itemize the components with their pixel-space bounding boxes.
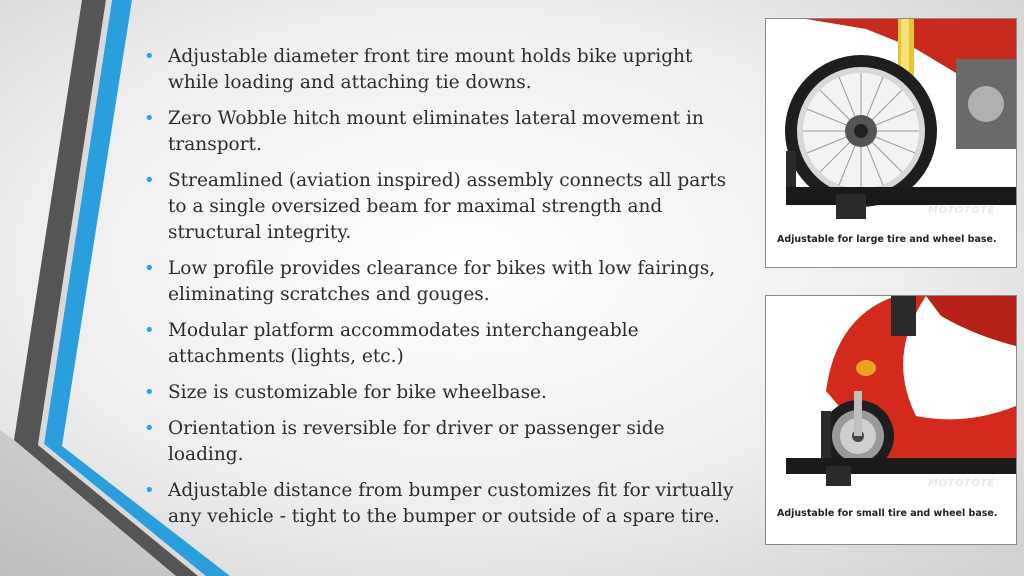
dirt-bike-illustration xyxy=(766,19,1016,267)
bullet-item xyxy=(142,256,742,308)
feature-bullet-list xyxy=(142,44,742,540)
bullet-icon: • xyxy=(144,480,155,501)
photo-caption: Adjustable for large tire and wheel base. xyxy=(777,234,997,245)
bullet-text: Low profile provides clearance for bikes with low fairings, eliminating scratches and gouges. xyxy=(168,258,716,305)
bullet-icon: • xyxy=(144,46,155,67)
bullet-icon: • xyxy=(144,418,155,439)
photo-caption: Adjustable for small tire and wheel base. xyxy=(777,508,998,519)
bullet-text: Streamlined (aviation inspired) assembly connects all parts to a single oversized beam for maximal strength and structural integrity. xyxy=(168,170,727,243)
bullet-item xyxy=(142,416,742,468)
bullet-item xyxy=(142,318,742,370)
bullet-item xyxy=(142,44,742,96)
bullet-text: Zero Wobble hitch mount eliminates lateral movement in transport. xyxy=(168,108,704,155)
bullet-text: Adjustable diameter front tire mount holds bike upright while loading and attaching tie downs. xyxy=(168,46,693,93)
bullet-text: Modular platform accommodates interchangeable attachments (lights, etc.) xyxy=(168,320,639,367)
scooter-illustration xyxy=(766,296,1016,544)
bullet-text: Orientation is reversible for driver or passenger side loading. xyxy=(168,418,665,465)
bullet-text: Size is customizable for bike wheelbase. xyxy=(168,382,547,403)
brand-logo: MOTOTOTE xyxy=(928,205,995,216)
bullet-item xyxy=(142,478,742,530)
bullet-icon: • xyxy=(144,382,155,403)
photo-large-tire xyxy=(765,18,1017,268)
bullet-icon: • xyxy=(144,320,155,341)
brand-logo: MOTOTOTE xyxy=(928,478,995,489)
bullet-text: Adjustable distance from bumper customizes fit for virtually any vehicle - tight to the bumper or outside of a spare tire. xyxy=(168,480,734,527)
bullet-item xyxy=(142,168,742,246)
bullet-icon: • xyxy=(144,108,155,129)
photo-small-tire xyxy=(765,295,1017,545)
bullet-icon: • xyxy=(144,170,155,191)
bullet-icon: • xyxy=(144,258,155,279)
bullet-item xyxy=(142,380,742,406)
bullet-item xyxy=(142,106,742,158)
